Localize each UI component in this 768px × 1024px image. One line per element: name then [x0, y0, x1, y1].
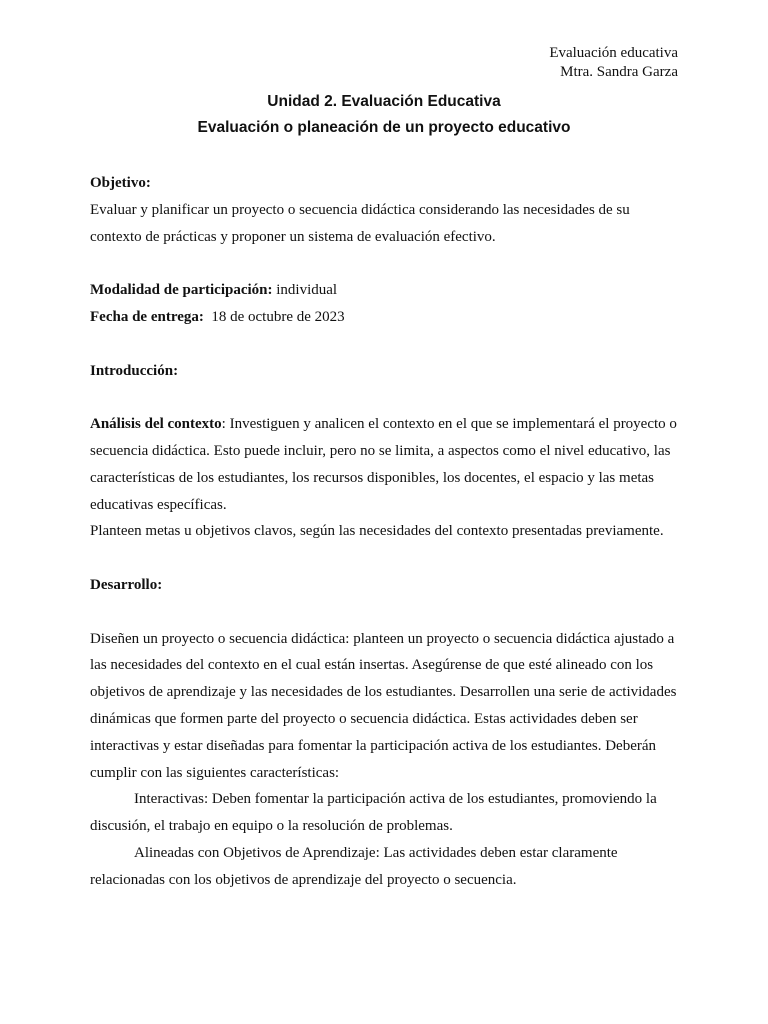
spacer: [90, 384, 682, 411]
course-name: Evaluación educativa: [549, 45, 678, 61]
spacer: [90, 545, 682, 572]
document-subtitle: Evaluación o planeación de un proyecto educativo: [197, 119, 571, 136]
due-date-value: 18 de octubre de 2023: [203, 308, 345, 325]
objective-heading: Objetivo:: [90, 175, 151, 191]
spacer: [90, 599, 682, 626]
development-heading: Desarrollo:: [90, 576, 163, 593]
characteristic-aligned: Alineadas con Objetivos de Aprendizaje: Las actividades deben estar claramente relacionadas con los objetivos de aprendizaje del proyecto o secuencia.: [90, 844, 618, 888]
introduction-heading: Introducción:: [90, 362, 179, 379]
modality-value: individual: [272, 282, 338, 299]
spacer: [90, 331, 682, 358]
unit-title: Unidad 2. Evaluación Educativa: [267, 93, 501, 110]
due-date-label: Fecha de entrega:: [90, 308, 204, 325]
context-analysis-label: Análisis del contexto: [90, 416, 222, 433]
objective-text: Evaluar y planificar un proyecto o secuencia didáctica considerando las necesidades de su contexto de prácticas y proponer un sistema de evaluación efectivo.: [90, 201, 630, 245]
goals-paragraph: Planteen metas u objetivos clavos, según las necesidades del contexto presentadas previamente.: [90, 523, 664, 540]
document-body: [90, 170, 682, 894]
spacer: [90, 250, 682, 277]
characteristic-interactive: Interactivas: Deben fomentar la participación activa de los estudiantes, promoviendo la discusión, el trabajo en equipo o la resolución de problemas.: [90, 791, 657, 835]
due-date-line: [90, 304, 682, 331]
modality-line: [90, 277, 682, 304]
modality-label: Modalidad de participación:: [90, 282, 273, 299]
context-analysis-text: : Investiguen y analicen el contexto en el que se implementará el proyecto o secuencia didáctica. Esto puede incluir, pero no se limita, a aspectos como el nivel educativo, las características de los estudiantes, los recursos disponibles, los docentes, el espacio y las metas educativas específicas.: [90, 416, 677, 513]
teacher-name: Mtra. Sandra Garza: [560, 64, 678, 80]
context-analysis-paragraph: [90, 411, 682, 518]
document-header: [549, 44, 678, 82]
development-paragraph: Diseñen un proyecto o secuencia didáctica: planteen un proyecto o secuencia didáctica ajustado a las necesidades del contexto en el cual están insertas. Asegúrense de que esté alineado con los objetivos de aprendizaje y las necesidades de los estudiantes. Desarrollen una serie de actividades dinámicas que formen parte del proyecto o secuencia didáctica. Estas actividades deben ser interactivas y estar diseñadas para fomentar la participación activa de los estudiantes. Deberán cumplir con las siguientes características:: [90, 630, 677, 781]
